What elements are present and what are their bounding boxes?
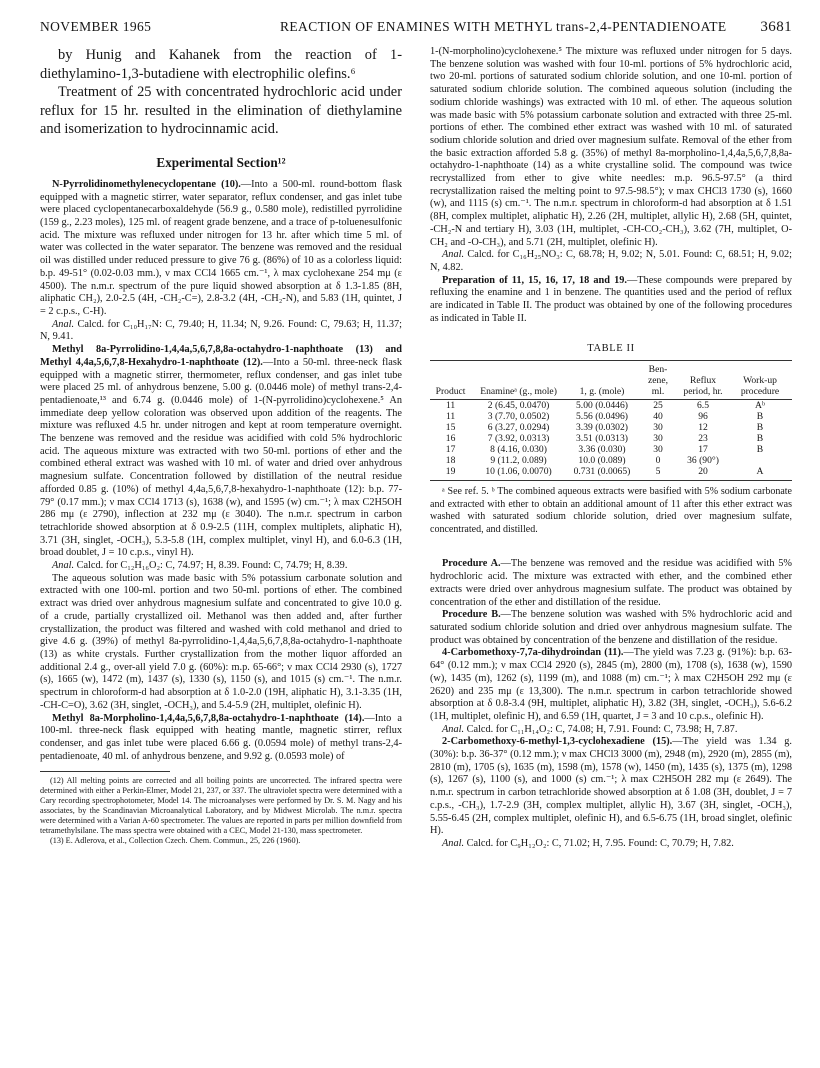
anal-label: Anal. (442, 249, 465, 261)
table-cell: 30 (653, 433, 663, 445)
data-table (430, 360, 792, 481)
table-cell: 5.56 (0.0496) (576, 411, 628, 423)
paragraph-text: —These compounds were prepared by refluxing the enamine and 1 in benzene. The quantities used and the period of reflux are indicated in Table II. The product was obtained by one of the following procedures as indicated in Table II. (430, 274, 792, 324)
table-cell: 19 (430, 466, 471, 481)
paragraph-text: —Into a 50-ml. three-neck flask equipped with a magnetic stirrer, thermometer, reflux condenser, and gas inlet tube were placed 25 ml. of anhydrous benzene, 5.00 g. (0.0446 mole) of methyl trans-2,4-pentadienoate,¹³ and 6.74 g. (0.0446 mole) of 1-(N-pyrrolidino)cyclohexene.⁵ An immediate deep yellow coloration was observed upon addition of the reagents. The mixture was refluxed 4.5 hr. under nitrogen and kept at room temperature overnight. The benzene was removed and the residue was acidified with cold 5% hydrochloric acid. The aqueous mixture was extracted with two 50-ml. portions of ether and the combined etheral extract was washed with 10 ml. of water and dried over anhydrous magnesium sulfate. Concentration followed by distillation of the neutral residue afforded 0.85 g. (10%) of methyl 4,4a,5,6,7,8-hexahydro-1-naphthoate (12): b.p. 77-79° (0.17 mm.); ν max CCl4 1713 (s), 1638 (w), and 1595 (w) cm.⁻¹; λ max C2H5OH 286 mμ (ε 2790), inflection at 232 mμ (ε 3040). The n.m.r. spectrum in carbon tetrachloride showed absorption at δ 0.9-2.5 (11H, complex multiplets, aliphatic H), 3.71 (3H, singlet, -OCH₃), 5.3-5.8 (1H, complex multiplet, vinyl H), and 6.0-6.3 (1H, broad doublet, J = 10 c.p.s., vinyl H). (40, 356, 403, 559)
running-head-date: NOVEMBER 1965 (40, 19, 152, 34)
footnote: (12) All melting points are corrected and all boiling points are uncorrected. The infrared spectra were determined with either a Perkin-Elmer, Model 21, 237, or 337. The ultraviolet spectra were determined with a Cary recording spectrophotometer, Model 14. The microanalyses were performed by Dr. S. M. Nagy and his associates, by the Scandinavian Microanalytical Laboratory, and by Midwest Microlab. The n.m.r. spectra were determined with a Varian A-60 spectrometer. The values are reported in parts per million downfield from tetramethylsilane. The mass spectra were obtained with a CEC, Model 21-130, mass spectrometer. (40, 776, 402, 836)
anal-label: Anal. (52, 560, 75, 572)
table-cell: 16 (445, 433, 456, 445)
table-cell: B (756, 444, 764, 456)
paragraph-text: —The yield was 1.34 g. (30%): b.p. 36-37° (0.12 mm.); ν max CHCl3 3000 (m), 2948 (m), 2920 (m), 2855 (m), 2810 (m), 1705 (s), 1635 (m), 1598 (m), 1578 (w), 1450 (m), 1435 (s), 1375 (m), 1298 (s), 1267 (s), 1100 (s), and 1000 (s) cm.⁻¹; λ max C2H5OH 282 mμ (ε 2649). The n.m.r. spectrum in carbon tetrachloride showed absorption at δ 1.08 (3H, doublet, J = 7 c.p.s., -CH₃), 1.7-2.9 (3H, complex multiplet, allylic H), 3.67 (3H, singlet, -OCH₃), 5.55-6.45 (2H, complex multiplet, olefinic H), and 6.5-6.75 (1H, broad singlet, olefinic H). (430, 736, 792, 837)
table-cell: 17 (698, 444, 708, 456)
compound-heading: Preparation of 11, 15, 16, 17, 18 and 19. (442, 274, 627, 286)
table-cell: 7 (3.92, 0.0313) (487, 433, 550, 445)
table-cell: 23 (698, 433, 708, 445)
table-cell: 36 (90°) (687, 455, 719, 467)
table-cell: A (728, 466, 792, 481)
table-row (430, 466, 792, 481)
table-cell: 40 (653, 411, 663, 423)
compound-heading: N-Pyrrolidinomethylenecyclopentane (10). (52, 178, 241, 190)
table-cell: 30 (653, 444, 663, 456)
table-row (430, 411, 792, 422)
table-cell: 11 (445, 411, 456, 423)
procedure-paragraph (430, 558, 792, 609)
left-column (40, 46, 402, 846)
table-cell: 5.00 (0.0446) (576, 400, 628, 412)
table-row (430, 400, 792, 412)
paragraph-text: Calcd. for C₁₆H₂₅NO₃: C, 68.78; H, 9.02; N, 5.01. Found: C, 68.51; H, 9.02; N, 4.82. (430, 249, 792, 273)
paragraph-text: —The benzene solution was washed with 5% hydrochloric acid and saturated sodium chloride solution and dried over anhydrous magnesium sulfate. The product was obtained by concentration of the benzene and distillation of the residue. (430, 609, 792, 646)
table-cell: 6 (3.27, 0.0294) (487, 422, 550, 434)
analysis-paragraph (430, 724, 792, 737)
procedure-paragraph (430, 275, 792, 326)
analysis-paragraph (430, 838, 792, 851)
compound-heading: 4-Carbomethoxy-7,7a-dihydroindan (11). (442, 647, 624, 659)
paragraph-text: Calcd. for C₉H₁₂O₂: C, 71.02; H, 7.95. Found: C, 70.79; H, 7.82. (464, 837, 734, 849)
table-cell (728, 455, 792, 466)
table-cell: 25 (653, 400, 663, 412)
right-column (430, 46, 792, 851)
table-cell: 9 (11.2, 0.089) (490, 455, 547, 467)
analysis-paragraph (40, 560, 402, 573)
footnote: (13) E. Adlerova, et al., Collection Czech. Chem. Commun., 25, 226 (1960). (50, 836, 301, 846)
column-header: Work-up procedure (728, 364, 792, 400)
paragraph-text: Calcd. for C₁₂H₁₆O₂: C, 74.97; H, 8.39. Found: C, 74.79; H, 8.39. (74, 560, 348, 572)
table-title: TABLE II (587, 343, 635, 355)
table-row (430, 422, 792, 433)
table-cell: B (756, 411, 764, 423)
procedure-paragraph (430, 647, 792, 723)
compound-heading: 2-Carbomethoxy-6-methyl-1,3-cyclohexadiene (15). (442, 736, 673, 748)
table-footnote: ᵃ See ref. 5. ᵇ The combined aqueous extracts were basified with 5% sodium carbonate and extracted with ether to obtain an additional amount of 11 after this ether extract was washed with saturated sodium chloride solution, dried over magnesium sulfate, concentrated, and distilled. (430, 486, 792, 535)
procedure-paragraph (430, 736, 792, 838)
procedure-heading: Procedure A. (442, 558, 501, 570)
procedure-paragraph (40, 713, 402, 764)
table-cell: 96 (698, 411, 708, 423)
table-row (430, 455, 792, 466)
column-header: Product (430, 364, 471, 400)
procedure-paragraph (40, 179, 402, 319)
procedure-paragraph (430, 609, 792, 647)
procedure-paragraph: The aqueous solution was made basic with 5% potassium carbonate solution and extracted with one 100-ml. portion and two 50-ml. portions of ether. The combined extract was dried over anhydrous magnesium sulfate and concentrated to give 10.0 g. of a crude, partially crystallized oil. Methanol was then added and, after further crystallization, the product was filtered and washed with cold methanol and dried to give 4.6 g. (39%) of methyl 8a-pyrrolidino-1,4,4a,5,6,7,8,8a-octahydro-1-naphthoate (13) as white crystals. Further crystallization from the mother liquor afforded an additional 2.4 g., over-all yield 7.0 g. (60%): m.p. 65-66°; ν max CCl4 2930 (s), 1727 (s), 1665 (w), 1472 (m), 1437 (s), 1330 (s), 1150 (s), and 1015 (s) cm.⁻¹. The n.m.r. spectrum in chloroform-d had absorption at δ 1.0-2.0 (19H, aliphatic H), 3.1-3.35 (1H, -CH-C=O), 3.62 (3H, singlet, -OCH₃), and 5.4-5.9 (2H, multiplet, olefinic H). (40, 572, 402, 711)
table-cell: 3 (7.70, 0.0502) (487, 411, 550, 423)
running-head (40, 19, 792, 41)
column-header: Ben-zene, ml. (638, 364, 678, 400)
procedure-paragraph (40, 344, 402, 560)
paragraph-text: —Into a 500-ml. round-bottom flask equipped with a magnetic stirrer, water separator, reflux condenser, and gas inlet tube were placed cyclopentanecarboxaldehyde (56.9 g., 0.580 mole), redistilled pyrrolidine (159 g., 2.23 moles), 125 ml. of reagent grade benzene, and a trace of p-toluenesulfonic acid. The mixture was refluxed under nitrogen for 13 hr. after which time 5 ml. of water was collected in the water separator. The benzene was removed and the residual oil was distilled under reduced pressure to give 76 g. (86%) of 10 as a colorless liquid: b.p. 49-51° (0.02-0.03 mm.), ν max CCl4 1665 cm.⁻¹, λ max cyclohexane 254 mμ (ε 4500). The n.m.r. spectrum of the pure liquid showed absorption at δ 1.3-1.85 (8H, aliphatic CH₂), 2.0-2.5 (4H, -CH₂-C=), 2.8-3.2 (4H, -CH₂-N), and 5.83 (1H, quintet, J = 2 c.p.s., C-H). (40, 178, 402, 317)
table-cell: 12 (698, 422, 708, 434)
table-cell: 3.51 (0.0313) (576, 433, 628, 445)
section-heading: Experimental Section¹² (156, 154, 286, 170)
paragraph-text: —The yield was 7.23 g. (91%): b.p. 63-64° (0.12 mm.); ν max CCl4 2920 (s), 2845 (m), 2800 (m), 1708 (s), 1638 (w), 1590 (w), 1435 (m), 1262 (s), 1199 (m), and 1088 (m) cm.⁻¹; λ max C2H5OH 292 mμ (ε 2620) and 235 mμ (ε 13,300). The n.m.r. spectrum in carbon tetrachloride showed absorption at δ 0.8-3.4 (9H, multiplet, aliphatic H), 3.82 (3H, singlet, -OCH₃), 5.6-6.2 (1H, multiplet, olefinic H), and 6.59 (1H, quartet, J = 3 and 10 c.p.s., olefinic H). (430, 647, 792, 722)
anal-label: Anal. (442, 837, 465, 849)
table-cell: 15 (445, 422, 456, 434)
table-row (430, 444, 792, 455)
table-cell: Aᵇ (755, 400, 765, 412)
table-cell: 11 (445, 400, 456, 412)
table-cell: 8 (4.16, 0.030) (490, 444, 547, 456)
column-header: Enamineᵃ (g., mole) (471, 364, 566, 400)
table-cell: 17 (445, 444, 456, 456)
table-cell: 5 (638, 466, 678, 481)
table-cell: B (756, 422, 764, 434)
table-cell: 20 (678, 466, 728, 481)
paragraph-text: Calcd. for C₁₁H₁₄O₂: C, 74.08; H, 7.91. Found: C, 73.98; H, 7.87. (464, 723, 738, 735)
page-number: 3681 (760, 19, 792, 35)
column-header: Reflux period, hr. (678, 364, 728, 400)
procedure-paragraph: 1-(N-morpholino)cyclohexene.⁵ The mixture was refluxed under nitrogen for 5 days. The benzene solution was washed with four 10-ml. portions of 5% hydrochloric acid, two 20-ml. portions of saturated sodium chloride solution, and one 10-ml. portion of saturated sodium chloride solution. The combined aqueous solution (including the sodium chloride washings) was extracted with 10 ml. of ether. The aqueous solution was made basic with 5% potassium carbonate solution and extracted with three 25-ml. portions of ether. The combined ether extract was washed with 10 ml. of saturated sodium chloride solution and dried over magnesium sulfate. Removal of the ether from the basic extraction afforded 5.8 g. (35%) of methyl 8a-morpholino-1,4,4a,5,6,7,8,8a-octahydro-1-naphthoate (14) as a white crystalline solid. The compound was twice recrystallized from ether to give white needles: m.p. 96.5-97.5° (a third recrystallization raised the melting point to 97.5-98.5°); ν max CHCl3 1730 (s), 1660 (w), and 1115 (s) cm.⁻¹. The n.m.r. spectrum in chloroform-d had absorption at δ 1.51 (8H, complex multiplet, aliphatic H), 2.26 (2H, multiplet, allylic H), 2.68 (5H, quintet, -CH₂-N and tertiary H), 3.03 (1H, multiplet, -CH-CO₂-CH₃), 3.62 (7H, multiplet, O-CH₂ and -O-CH₃), and 5.71 (2H, multiplet, olefinic H). (430, 46, 792, 248)
table-cell: B (756, 433, 764, 445)
analysis-paragraph (430, 249, 792, 274)
table-cell: 3.36 (0.030) (578, 444, 626, 456)
paragraph-text: —Into a 100-ml. three-neck flask equipped with heating mantle, magnetic stirrer, reflux condenser, and gas inlet tube were placed 6.66 g. (0.0594 mole) of methyl trans-2,4-pentadienoate, 40 ml. of anhydrous benzene, and 9.92 g. (0.0593 mole) of (40, 712, 402, 762)
paragraph-text: —The benzene was removed and the residue was acidified with 5% hydrochloric acid. The mixture was extracted with ether, and the combined ether extracts were dried over anhydrous magnesium sulfate. The product was obtained by concentration of the ether and distillation of the residue. (430, 558, 792, 608)
intro-paragraph: Treatment of 25 with concentrated hydrochloric acid under reflux for 15 hr. resulted in the elimination of diethylamine and isomerization to hydrocinnamic acid. (40, 84, 402, 138)
table-cell: 3.39 (0.0302) (576, 422, 628, 434)
table-cell: 0.731 (0.0065) (566, 466, 638, 481)
footnote-divider (40, 771, 170, 772)
running-head-title: REACTION OF ENAMINES WITH METHYL trans-2,4-PENTADIENOATE (280, 19, 727, 34)
intro-paragraph: by Hunig and Kahanek from the reaction of 1-diethylamino-1,3-butadiene with electrophilic olefins.⁶ (40, 47, 402, 82)
table-cell: 30 (653, 422, 663, 434)
column-header: 1, g. (mole) (566, 364, 638, 400)
table-cell: 6.5 (697, 400, 709, 412)
table-cell: 10.0 (0.089) (578, 455, 626, 467)
compound-heading: Methyl 8a-Pyrrolidino-1,4,4a,5,6,7,8,8a-octahydro-1-naphthoate (13) and Methyl 4,4a,5,6,7,8-Hexahydro-1-naphthoate (12). (40, 344, 402, 368)
anal-label: Anal. (52, 318, 75, 330)
table-cell: 2 (6.45, 0.0470) (487, 400, 550, 412)
paragraph-text: Calcd. for C₁₀H₁₇N: C, 79.40; H, 11.34; N, 9.26. Found: C, 79.63; H, 11.37; N, 9.41. (40, 318, 402, 343)
anal-label: Anal. (442, 723, 465, 735)
table-cell: 0 (655, 455, 661, 467)
analysis-paragraph (40, 319, 402, 344)
table-cell: 10 (1.06, 0.0070) (471, 466, 566, 481)
table-cell: 18 (445, 455, 456, 467)
procedure-heading: Procedure B. (442, 609, 501, 621)
table-row (430, 433, 792, 444)
compound-heading: Methyl 8a-Morpholino-1,4,4a,5,6,7,8,8a-octahydro-1-naphthoate (14). (52, 712, 365, 724)
